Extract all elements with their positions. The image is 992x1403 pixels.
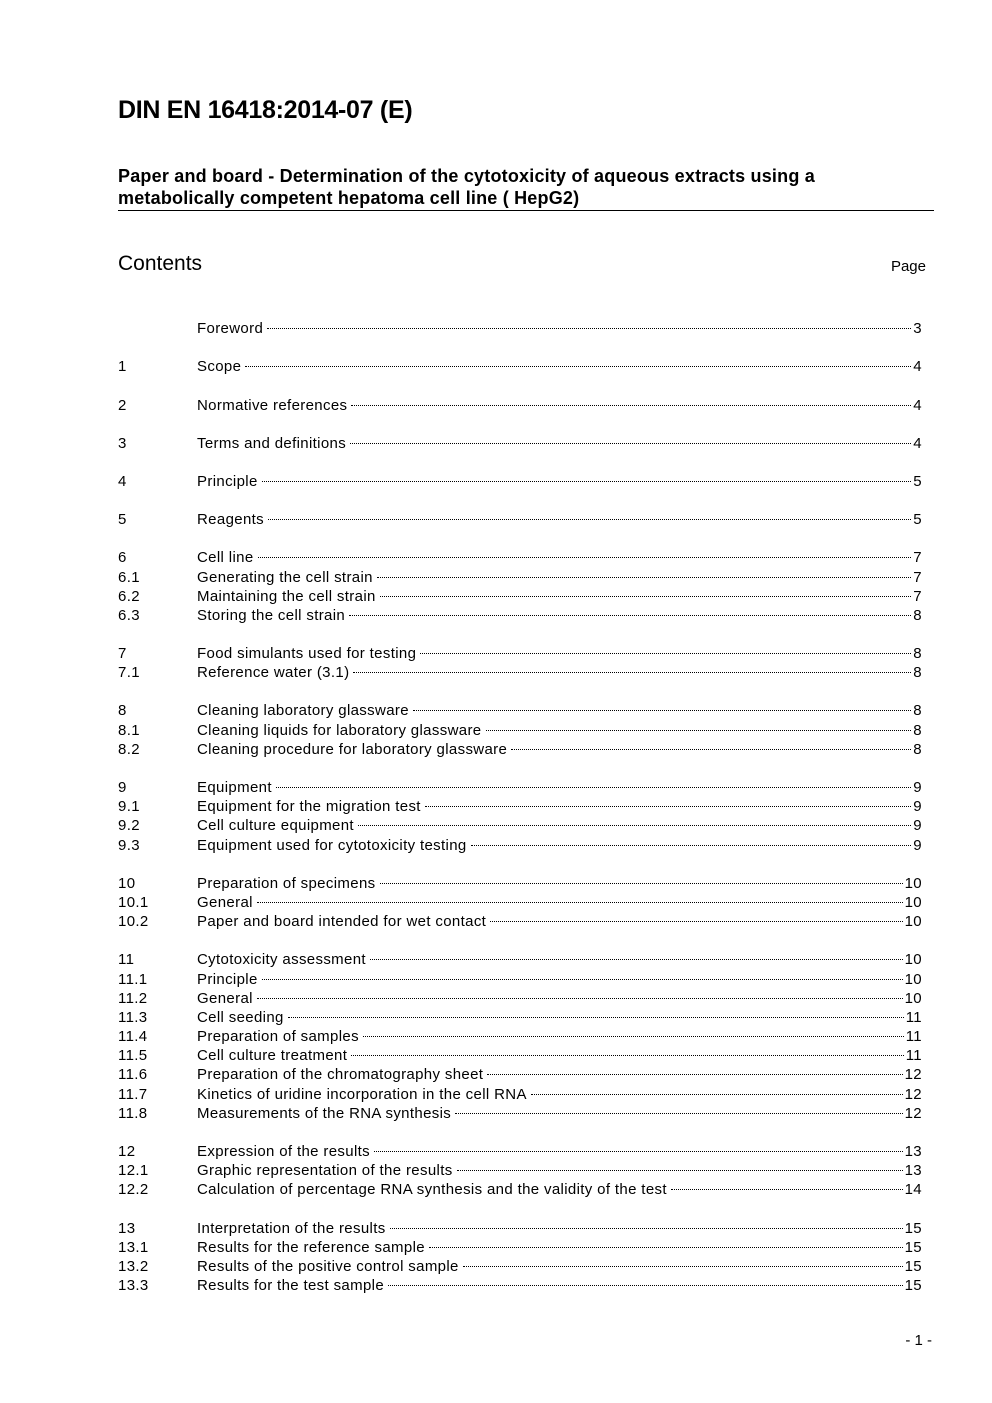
toc-entry-number: 9.1 — [118, 798, 140, 816]
page-column-heading: Page — [890, 258, 926, 275]
toc-entry-page: 9 — [913, 779, 922, 796]
toc-entry-title: Cell culture equipment — [197, 817, 354, 835]
toc-group — [118, 1137, 922, 1199]
toc-entry-page: 13 — [904, 1162, 922, 1180]
toc-entry-number: 10.1 — [118, 893, 149, 911]
toc-entry-number: 4 — [118, 472, 127, 490]
toc-dot-leader — [455, 1099, 902, 1118]
toc-entry-title: Results of the positive control sample — [197, 1257, 459, 1275]
toc-entry-number: 11.8 — [118, 1104, 148, 1122]
toc-dot-leader — [353, 658, 911, 677]
toc-entry-number: 13.1 — [118, 1238, 149, 1256]
contents-heading: Contents — [118, 252, 203, 275]
page-number: - 1 - — [905, 1332, 932, 1349]
toc-entry[interactable] — [118, 696, 922, 720]
toc-entry-number: 7 — [118, 645, 127, 663]
toc-dot-leader — [262, 467, 912, 486]
toc-dot-leader — [388, 1271, 903, 1290]
toc-dot-leader — [262, 964, 903, 983]
toc-entry[interactable] — [118, 352, 922, 376]
toc-dot-leader — [377, 562, 911, 581]
toc-dot-leader — [288, 1003, 904, 1022]
toc-dot-leader — [370, 945, 903, 964]
toc-entry-page: 12 — [904, 1066, 922, 1084]
toc-entry-title: Normative references — [197, 396, 348, 414]
toc-entry[interactable] — [118, 505, 922, 529]
toc-dot-leader — [257, 984, 903, 1003]
toc-entry-title: Generating the cell strain — [197, 568, 373, 586]
toc-entry[interactable] — [118, 1137, 922, 1160]
toc-entry-page: 15 — [904, 1277, 922, 1295]
toc-dot-leader — [531, 1079, 903, 1098]
toc-entry-page: 4 — [913, 358, 922, 376]
toc-entry-page: 4 — [913, 434, 922, 452]
toc-entry-page: 10 — [904, 874, 922, 892]
toc-entry-number: 8 — [118, 702, 127, 720]
toc-entry-title: Preparation of specimens — [197, 874, 376, 892]
toc-entry-page: 15 — [904, 1238, 922, 1256]
toc-entry-title: Scope — [197, 358, 242, 376]
toc-entry-title: Reference water (3.1) — [197, 664, 350, 682]
toc-group — [118, 467, 922, 490]
toc-entry-number: 8.1 — [118, 721, 140, 739]
toc-entry-page: 4 — [913, 396, 922, 414]
toc-entry-page: 12 — [904, 1104, 922, 1122]
toc-entry-title: Equipment — [197, 779, 272, 796]
toc-entry-title: Results for the test sample — [197, 1277, 385, 1295]
toc-dot-leader — [511, 735, 911, 754]
toc-dot-leader — [351, 1041, 903, 1060]
toc-dot-leader — [671, 1175, 903, 1194]
toc-group — [118, 352, 922, 376]
toc-group — [118, 945, 922, 1122]
toc-entry-number: 11.2 — [118, 989, 148, 1007]
toc-entry-number: 1 — [118, 358, 127, 376]
toc-entry-number: 11.5 — [118, 1047, 148, 1065]
toc-entry-title: Cleaning laboratory glassware — [197, 702, 409, 720]
toc-entry[interactable] — [118, 429, 922, 452]
toc-entry-page: 13 — [904, 1143, 922, 1160]
toc-dot-leader — [245, 352, 911, 371]
toc-entry-number: 11.6 — [118, 1066, 148, 1084]
toc-entry-number: 2 — [118, 396, 127, 414]
toc-entry-page: 11 — [905, 1028, 922, 1046]
toc-entry-title: Graphic representation of the results — [197, 1162, 453, 1180]
toc-entry-title: Cytotoxicity assessment — [197, 951, 366, 969]
toc-entry-title: Preparation of samples — [197, 1028, 359, 1046]
toc-dot-leader — [349, 601, 911, 620]
toc-entry-number: 6.2 — [118, 587, 140, 605]
toc-entry-title: Results for the reference sample — [197, 1238, 425, 1256]
toc-entry-title: Reagents — [197, 511, 265, 529]
toc-entry-title: Calculation of percentage RNA synthesis and the validity of the test — [197, 1181, 667, 1199]
toc-entry-title: Cell culture treatment — [197, 1047, 348, 1065]
toc-entry-page: 10 — [904, 951, 922, 969]
toc-entry-number: 5 — [118, 511, 127, 529]
toc-dot-leader — [487, 1060, 902, 1079]
toc-dot-leader — [374, 1137, 903, 1156]
toc-entry-number: 3 — [118, 434, 127, 452]
toc-entry[interactable] — [118, 390, 922, 414]
toc-entry-title: General — [197, 989, 253, 1007]
toc-entry-number: 10 — [118, 874, 136, 892]
toc-entry-page: 8 — [913, 721, 922, 739]
toc-entry-title: Cell line — [197, 549, 254, 567]
toc-entry-title: Foreword — [197, 320, 264, 338]
toc-entry-number: 6 — [118, 549, 127, 567]
toc-dot-leader — [413, 696, 911, 715]
toc-dot-leader — [351, 390, 911, 409]
toc-dot-leader — [425, 792, 911, 811]
toc-entry-number: 13 — [118, 1219, 136, 1237]
toc-group — [118, 869, 922, 931]
toc-entry-page: 8 — [913, 606, 922, 624]
toc-group — [118, 505, 922, 529]
toc-dot-leader — [267, 314, 911, 333]
toc-entry-page: 10 — [904, 970, 922, 988]
toc-entry-title: Equipment for the migration test — [197, 798, 421, 816]
toc-group — [118, 773, 922, 854]
toc-entry-page: 7 — [913, 549, 922, 567]
toc-dot-leader — [463, 1252, 903, 1271]
toc-dot-leader — [471, 830, 912, 849]
toc-entry-number: 9 — [118, 779, 127, 796]
toc-entry[interactable] — [118, 639, 922, 663]
toc-dot-leader — [363, 1022, 904, 1041]
toc-entry-page: 3 — [913, 320, 922, 338]
toc-entry-page: 8 — [913, 645, 922, 663]
toc-entry-title: Terms and definitions — [197, 434, 347, 452]
toc-entry-page: 8 — [913, 664, 922, 682]
toc-dot-leader — [420, 639, 911, 658]
toc-entry-number: 12.1 — [118, 1162, 149, 1180]
toc-entry-page: 9 — [913, 836, 922, 854]
toc-group — [118, 1213, 922, 1295]
toc-entry-title: Principle — [197, 472, 258, 490]
toc-entry-page: 9 — [913, 817, 922, 835]
toc-entry-title: Paper and board intended for wet contact — [197, 913, 487, 931]
toc-group — [118, 639, 922, 682]
toc-entry-page: 15 — [904, 1219, 922, 1237]
toc-dot-leader — [486, 715, 912, 734]
toc-entry-page: 15 — [904, 1257, 922, 1275]
toc-entry-page: 10 — [904, 989, 922, 1007]
toc-entry-page: 12 — [904, 1085, 922, 1103]
toc-entry-number: 12.2 — [118, 1181, 149, 1199]
toc-entry-title: Interpretation of the results — [197, 1219, 386, 1237]
toc-entry-page: 7 — [913, 568, 922, 586]
toc-entry-page: 10 — [904, 913, 922, 931]
toc-entry-title: Cleaning procedure for laboratory glassware — [197, 740, 508, 758]
toc-dot-leader — [457, 1156, 903, 1175]
toc-dot-leader — [258, 543, 912, 562]
toc-entry-title: Principle — [197, 970, 258, 988]
toc-group — [118, 696, 922, 758]
toc-dot-leader — [390, 1213, 903, 1232]
toc-entry-title: Expression of the results — [197, 1143, 370, 1160]
toc-dot-leader — [268, 505, 911, 524]
toc-entry-page: 14 — [904, 1181, 922, 1199]
toc-entry[interactable] — [118, 543, 922, 567]
toc-entry-title: Preparation of the chromatography sheet — [197, 1066, 484, 1084]
toc-dot-leader — [380, 582, 912, 601]
toc-entry[interactable] — [118, 773, 922, 796]
toc-group — [118, 429, 922, 452]
toc-entry[interactable] — [118, 467, 922, 490]
toc-dot-leader — [358, 811, 911, 830]
toc-group — [118, 390, 922, 414]
toc-entry-number: 7.1 — [118, 664, 140, 682]
toc-entry-title: General — [197, 893, 253, 911]
toc-entry-number: 10.2 — [118, 913, 149, 931]
toc-entry-title: Equipment used for cytotoxicity testing — [197, 836, 467, 854]
toc-group — [118, 314, 922, 338]
toc-entry-number: 9.3 — [118, 836, 140, 854]
toc-entry-title: Kinetics of uridine incorporation in the cell RNA — [197, 1085, 527, 1103]
toc-dot-leader — [350, 429, 911, 448]
document-title: Paper and board - Determination of the cytotoxicity of aqueous extracts using a metabolically competent hepatoma cell line ( HepG2) — [118, 166, 815, 208]
toc-entry-number: 8.2 — [118, 740, 140, 758]
toc-entry-number: 6.1 — [118, 568, 140, 586]
toc-dot-leader — [276, 773, 911, 792]
toc-entry-title: Maintaining the cell strain — [197, 587, 376, 605]
toc-entry-page: 5 — [913, 472, 922, 490]
toc-entry-number: 13.3 — [118, 1277, 149, 1295]
toc-entry[interactable] — [118, 869, 922, 892]
document-id: DIN EN 16418:2014-07 (E) — [118, 96, 413, 124]
toc-group — [118, 543, 922, 624]
toc-dot-leader — [257, 888, 903, 907]
toc-entry-page: 11 — [905, 1008, 922, 1026]
toc-entry[interactable] — [118, 1213, 922, 1237]
toc-entry-number: 12 — [118, 1143, 136, 1160]
toc-entry-number: 11.1 — [118, 970, 148, 988]
table-of-contents — [118, 314, 922, 1309]
toc-entry-title: Cleaning liquids for laboratory glassware — [197, 721, 482, 739]
toc-entry-page: 8 — [913, 702, 922, 720]
toc-entry[interactable] — [118, 314, 922, 338]
toc-entry-title: Measurements of the RNA synthesis — [197, 1104, 452, 1122]
toc-dot-leader — [429, 1233, 903, 1252]
toc-entry-title: Storing the cell strain — [197, 606, 346, 624]
toc-entry-page: 8 — [913, 740, 922, 758]
toc-entry-number: 6.3 — [118, 606, 140, 624]
toc-dot-leader — [380, 869, 903, 888]
toc-entry-title: Food simulants used for testing — [197, 645, 417, 663]
toc-entry-number: 11.4 — [118, 1028, 148, 1046]
toc-entry-page: 11 — [905, 1047, 922, 1065]
toc-entry-number: 11.3 — [118, 1008, 148, 1026]
toc-entry-title: Cell seeding — [197, 1008, 284, 1026]
toc-entry-page: 7 — [913, 587, 922, 605]
title-divider — [118, 210, 934, 211]
toc-entry-number: 9.2 — [118, 817, 140, 835]
toc-entry-number: 11.7 — [118, 1085, 148, 1103]
toc-entry-number: 13.2 — [118, 1257, 149, 1275]
toc-entry-page: 9 — [913, 798, 922, 816]
toc-entry-page: 5 — [913, 511, 922, 529]
toc-entry-page: 10 — [904, 893, 922, 911]
toc-dot-leader — [490, 907, 902, 926]
toc-entry[interactable] — [118, 945, 922, 969]
toc-entry-number: 11 — [118, 951, 135, 969]
